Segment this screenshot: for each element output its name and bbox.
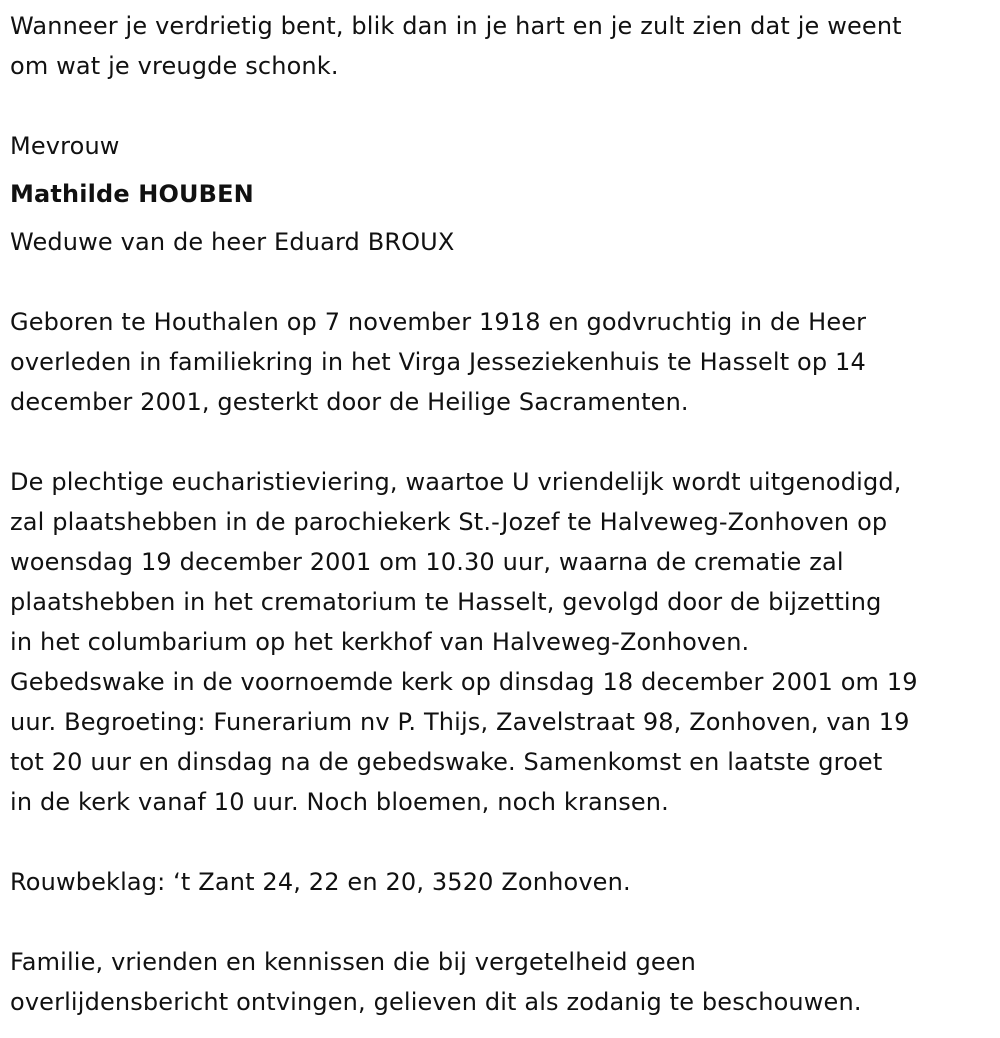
spacer [10,86,995,126]
paragraph-line: Gebedswake in de voornoemde kerk op dinsdag 18 december 2001 om 19 [10,668,918,696]
condolence-line: Rouwbeklag: ‘t Zant 24, 22 en 20, 3520 Zonhoven. [10,868,631,896]
birth-death-paragraph [10,302,995,422]
paragraph-line: overlijdensbericht ontvingen, gelieven dit als zodanig te beschouwen. [10,988,862,1016]
ceremony-paragraph [10,462,995,822]
closing-notice [10,942,995,1022]
spouse-relation: Weduwe van de heer Eduard BROUX [10,228,455,256]
paragraph-line: december 2001, gesterkt door de Heilige Sacramenten. [10,388,689,416]
opening-quote [10,6,995,86]
paragraph-line: woensdag 19 december 2001 om 10.30 uur, waarna de crematie zal [10,548,844,576]
spacer [10,902,995,942]
condolence-address [10,862,995,902]
paragraph-line: uur. Begroeting: Funerarium nv P. Thijs, Zavelstraat 98, Zonhoven, van 19 [10,708,910,736]
paragraph-line: tot 20 uur en dinsdag na de gebedswake. Samenkomst en laatste groet [10,748,883,776]
spacer [10,422,995,462]
paragraph-line: De plechtige eucharistieviering, waartoe U vriendelijk wordt uitgenodigd, [10,468,902,496]
paragraph-line: Geboren te Houthalen op 7 november 1918 en godvruchtig in de Heer [10,308,867,336]
spacer [10,822,995,862]
honorific: Mevrouw [10,132,120,160]
spacer [10,262,995,302]
obituary-document [10,0,995,1022]
paragraph-line: overleden in familiekring in het Virga Jesseziekenhuis te Hasselt op 14 [10,348,866,376]
quote-line: Wanneer je verdrietig bent, blik dan in je hart en je zult zien dat je weent [10,12,902,40]
paragraph-line: in de kerk vanaf 10 uur. Noch bloemen, noch kransen. [10,788,669,816]
paragraph-line: plaatshebben in het crematorium te Hasselt, gevolgd door de bijzetting [10,588,882,616]
paragraph-line: Familie, vrienden en kennissen die bij vergetelheid geen [10,948,697,976]
paragraph-line: in het columbarium op het kerkhof van Halveweg-Zonhoven. [10,628,750,656]
deceased-identity [10,126,995,262]
quote-line: om wat je vreugde schonk. [10,52,339,80]
paragraph-line: zal plaatshebben in de parochiekerk St.-Jozef te Halveweg-Zonhoven op [10,508,888,536]
deceased-name: Mathilde HOUBEN [10,180,254,208]
